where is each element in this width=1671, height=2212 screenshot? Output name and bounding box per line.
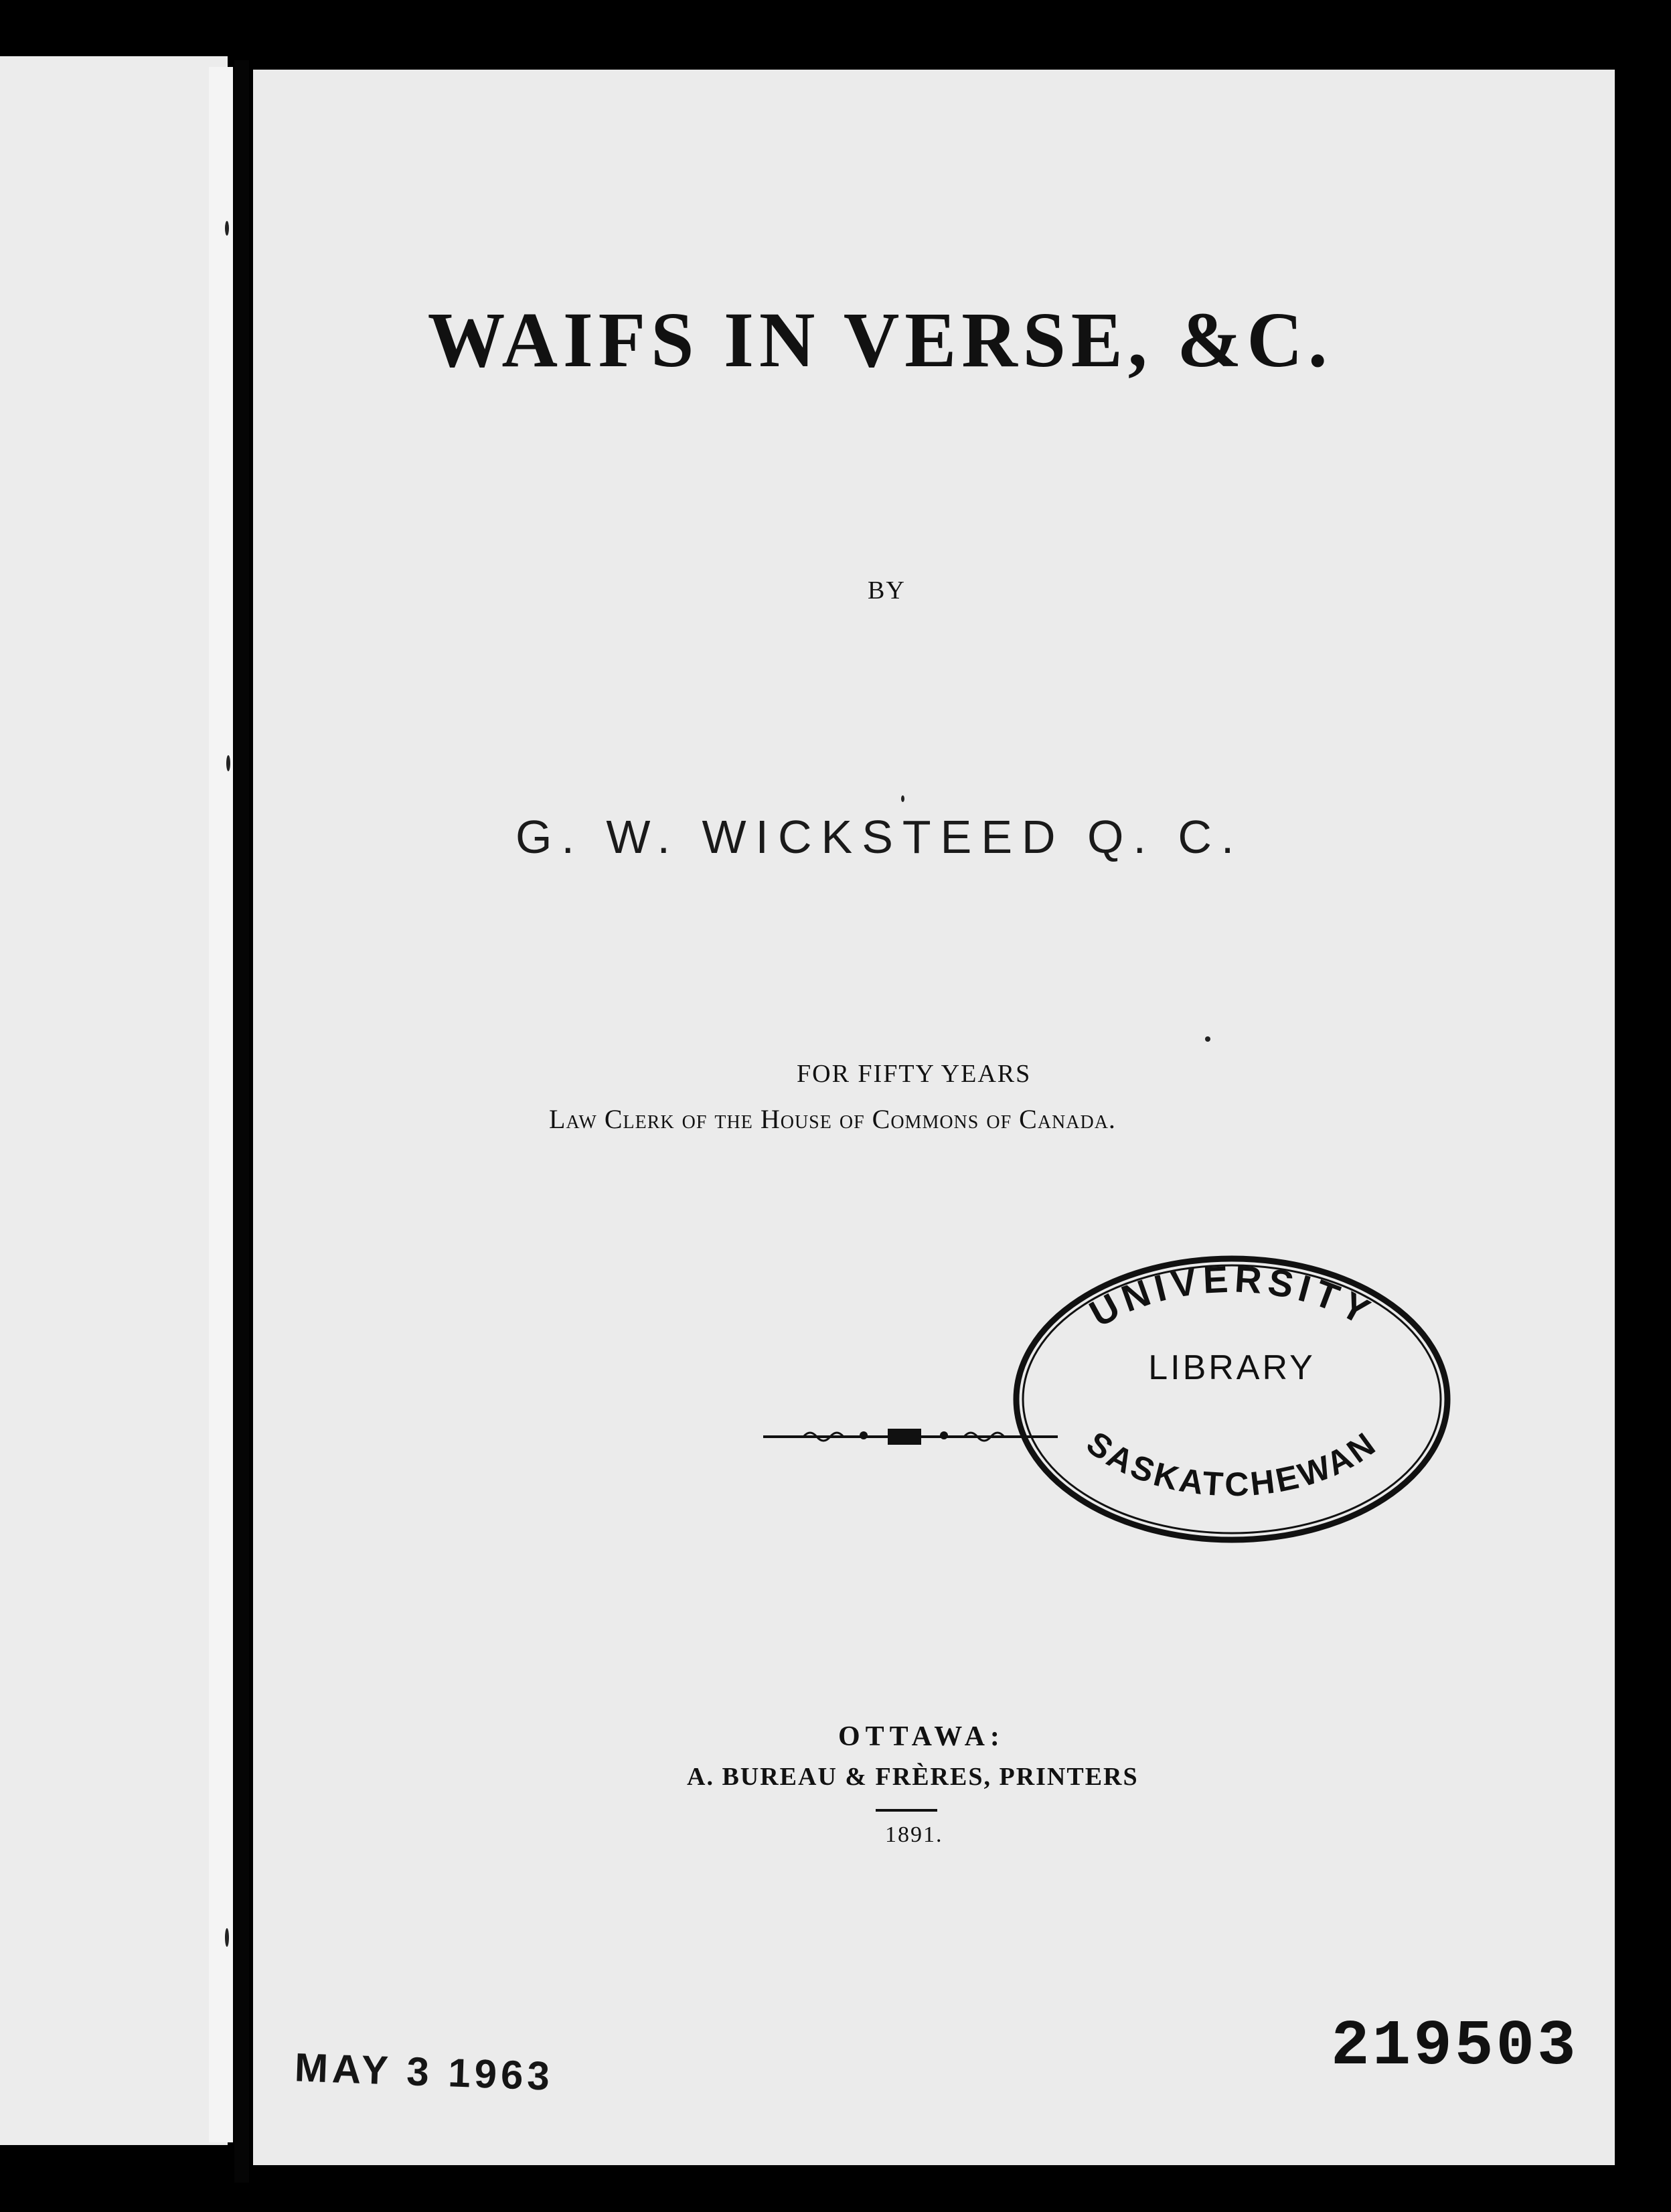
scan-speck xyxy=(225,1928,229,1947)
university-library-stamp xyxy=(1004,1245,1459,1553)
stamp-middle-text: LIBRARY xyxy=(1148,1348,1316,1387)
book-title-text: WAIFS IN VERSE, &C. xyxy=(427,296,1333,384)
accession-number: 219503 xyxy=(1331,2010,1579,2083)
imprint-rule xyxy=(876,1809,937,1812)
author-credential-line-2: Law Clerk of the House of Commons of Canada. xyxy=(549,1104,1116,1134)
scan-speck xyxy=(1205,1036,1210,1042)
imprint-year: 1891. xyxy=(885,1822,943,1847)
by-line: BY xyxy=(868,576,906,605)
author-name: G. W. WICKSTEED Q. C. xyxy=(515,811,1244,863)
stamp-top-text: UNIVERSITY xyxy=(1082,1257,1382,1336)
imprint-city: OTTAWA: xyxy=(838,1721,1005,1752)
scan-speck xyxy=(225,221,229,236)
imprint-printer: A. BUREAU & FRÈRES, PRINTERS xyxy=(687,1763,1139,1791)
scan-speck xyxy=(226,755,230,771)
date-stamp: MAY 3 1963 xyxy=(293,2045,554,2099)
svg-text:UNIVERSITY xyxy=(1083,1257,1381,1335)
book-title xyxy=(17,295,1654,386)
scan-speck xyxy=(901,795,904,802)
svg-text:SASKATCHEWAN xyxy=(1080,1424,1384,1503)
author-credential-line-1: FOR FIFTY YEARS xyxy=(797,1060,1032,1088)
stamp-bottom-text: SASKATCHEWAN xyxy=(1079,1424,1384,1504)
